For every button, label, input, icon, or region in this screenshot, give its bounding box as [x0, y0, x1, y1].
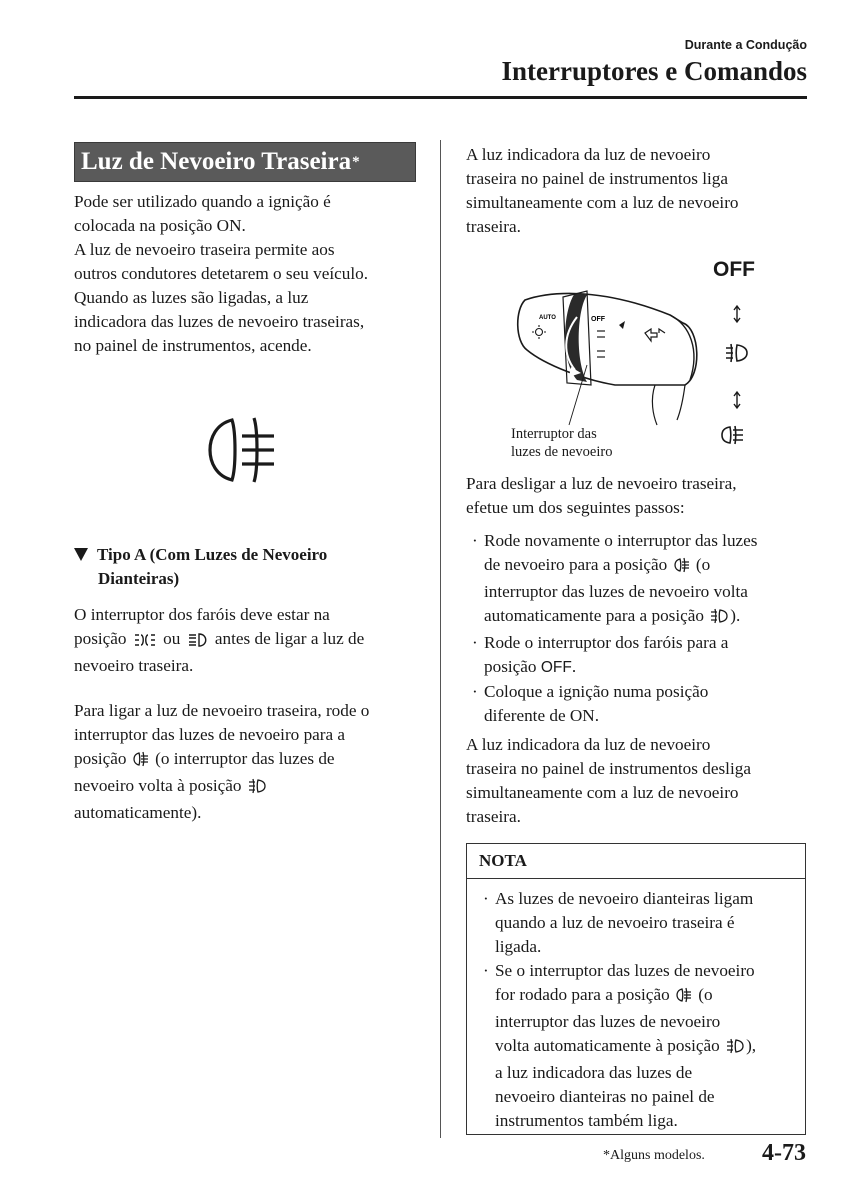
turn-off-intro	[466, 472, 806, 520]
page-title: Interruptores e Comandos	[501, 56, 807, 86]
bullet: ·	[483, 889, 489, 908]
page-number: 4-73	[762, 1140, 806, 1166]
list-item	[466, 631, 806, 680]
turn-on-paragraph	[74, 699, 424, 825]
paragraph-line	[74, 774, 424, 801]
text-span: for rodado para a posição	[495, 985, 670, 1004]
list-item	[477, 887, 795, 959]
text-span: nevoeiro volta à posição	[74, 776, 242, 795]
text-span: .	[571, 657, 577, 676]
paragraph-line: simultaneamente com a luz de nevoeiro	[466, 783, 739, 802]
paragraph-line	[74, 747, 424, 774]
rear-fog-light-icon	[133, 750, 149, 774]
text-span: posição	[74, 749, 127, 768]
caption-line: luzes de nevoeiro	[511, 444, 613, 460]
intro-line: indicadora das luzes de nevoeiro traseiras,	[74, 312, 365, 331]
intro-line: A luz de nevoeiro traseira permite aos	[74, 240, 335, 259]
paragraph-line: nevoeiro traseira.	[74, 656, 194, 675]
section-title-text: Luz de Nevoeiro Traseira	[81, 148, 352, 175]
paragraph-line	[484, 553, 806, 580]
text-span: ),	[746, 1036, 757, 1055]
paragraph-line: Rode o interruptor dos faróis para a	[484, 633, 729, 652]
paragraph-line: nevoeiro dianteiras no painel de	[495, 1087, 715, 1106]
paragraph-line: interruptor das luzes de nevoeiro volta	[484, 582, 748, 601]
list-item	[466, 680, 806, 728]
note-body	[467, 879, 805, 1133]
rear-fog-light-icon	[674, 556, 690, 580]
diagram-auto-text: AUTO	[539, 315, 556, 321]
diagram-caption	[511, 425, 612, 461]
text-span: automaticamente para a posição	[484, 606, 704, 625]
bullet: ·	[472, 682, 478, 701]
text-span: (o interruptor das luzes de	[155, 749, 335, 768]
intro-line: no painel de instrumentos, acende.	[74, 336, 312, 355]
intro-line: outros condutores detetarem o seu veículo.	[74, 264, 369, 283]
section-title	[74, 142, 416, 182]
off-label: OFF	[713, 258, 755, 281]
footnote: *Alguns modelos.	[603, 1148, 705, 1163]
paragraph-line: efetue um dos seguintes passos:	[466, 498, 685, 517]
headlight-icon	[187, 630, 209, 654]
paragraph-line: A luz indicadora da luz de nevoeiro	[466, 145, 711, 164]
text-span: posição	[484, 657, 537, 676]
paragraph-line: A luz indicadora da luz de nevoeiro	[466, 735, 711, 754]
caption-line: Interruptor das	[511, 426, 597, 442]
text-span: (o	[698, 985, 713, 1004]
parking-light-icon	[133, 630, 157, 654]
paragraph-line: traseira no painel de instrumentos liga	[466, 169, 729, 188]
subheading-type-a	[74, 543, 404, 591]
turn-off-steps	[466, 529, 806, 728]
paragraph-line	[74, 627, 424, 654]
paragraph-line: Coloque a ignição numa posição	[484, 682, 709, 701]
paragraph-line: a luz indicadora das luzes de	[495, 1063, 693, 1082]
paragraph-line: instrumentos também liga.	[495, 1111, 678, 1130]
subheading-line: Tipo A (Com Luzes de Nevoeiro	[97, 545, 328, 564]
paragraph-line: simultaneamente com a luz de nevoeiro	[466, 193, 739, 212]
list-item	[477, 959, 795, 1133]
paragraph-line	[484, 604, 806, 631]
indicator-off-paragraph	[466, 733, 806, 829]
paragraph-line: Para ligar a luz de nevoeiro traseira, rode o	[74, 701, 370, 720]
intro-paragraph	[74, 190, 424, 358]
paragraph-line: As luzes de nevoeiro dianteiras ligam	[495, 889, 754, 908]
note-heading: NOTA	[467, 844, 805, 879]
intro-line: Pode ser utilizado quando a ignição é	[74, 192, 331, 211]
front-fog-light-icon	[726, 1037, 744, 1061]
bullet: ·	[483, 961, 489, 980]
rear-fog-light-icon	[206, 410, 286, 495]
front-fog-light-icon	[710, 607, 728, 631]
paragraph-line: interruptor das luzes de nevoeiro para a	[74, 725, 346, 744]
text-span: volta automaticamente à posição	[495, 1036, 720, 1055]
indicator-on-paragraph	[466, 143, 806, 239]
text-span: ou	[163, 629, 181, 648]
front-fog-light-icon	[248, 777, 266, 801]
text-span: ).	[730, 606, 741, 625]
bullet: ·	[472, 633, 478, 652]
paragraph-line: quando a luz de nevoeiro traseira é	[495, 913, 735, 932]
text-span: posição	[74, 629, 127, 648]
text-span: (o	[695, 555, 711, 574]
paragraph-line: diferente de ON.	[484, 706, 600, 725]
paragraph-line: Para desligar a luz de nevoeiro traseira,	[466, 474, 737, 493]
note-box	[466, 843, 806, 1135]
diagram-off-text: OFF	[591, 316, 605, 323]
paragraph-line: ligada.	[495, 937, 542, 956]
paragraph-line: interruptor das luzes de nevoeiro	[495, 1012, 721, 1031]
off-position-label: OFF	[540, 659, 572, 676]
header-kicker: Durante a Condução	[684, 38, 807, 52]
paragraph-line	[484, 655, 806, 680]
paragraph-line: O interruptor dos faróis deve estar na	[74, 605, 330, 624]
paragraph-line	[495, 1034, 795, 1061]
paragraph-line: traseira no painel de instrumentos desliga	[466, 759, 751, 778]
triangle-down-icon	[74, 548, 88, 561]
intro-line: Quando as luzes são ligadas, a luz	[74, 288, 309, 307]
paragraph-line: traseira.	[466, 807, 521, 826]
subheading-line: Dianteiras)	[98, 569, 180, 588]
header-rule	[74, 96, 807, 99]
section-title-asterisk: *	[352, 153, 360, 170]
column-divider	[440, 140, 441, 1138]
intro-line: colocada na posição ON.	[74, 216, 246, 235]
paragraph-line: traseira.	[466, 217, 521, 236]
paragraph-line	[495, 983, 795, 1010]
bullet: ·	[472, 531, 478, 550]
headlight-paragraph	[74, 603, 424, 678]
rear-fog-light-icon	[676, 986, 692, 1010]
text-span: de nevoeiro para a posição	[484, 555, 668, 574]
paragraph-line: automaticamente).	[74, 803, 202, 822]
text-span: antes de ligar a luz de	[214, 629, 365, 648]
paragraph-line: Rode novamente o interruptor das luzes	[484, 531, 758, 550]
list-item	[466, 529, 806, 631]
paragraph-line: Se o interruptor das luzes de nevoeiro	[495, 961, 755, 980]
